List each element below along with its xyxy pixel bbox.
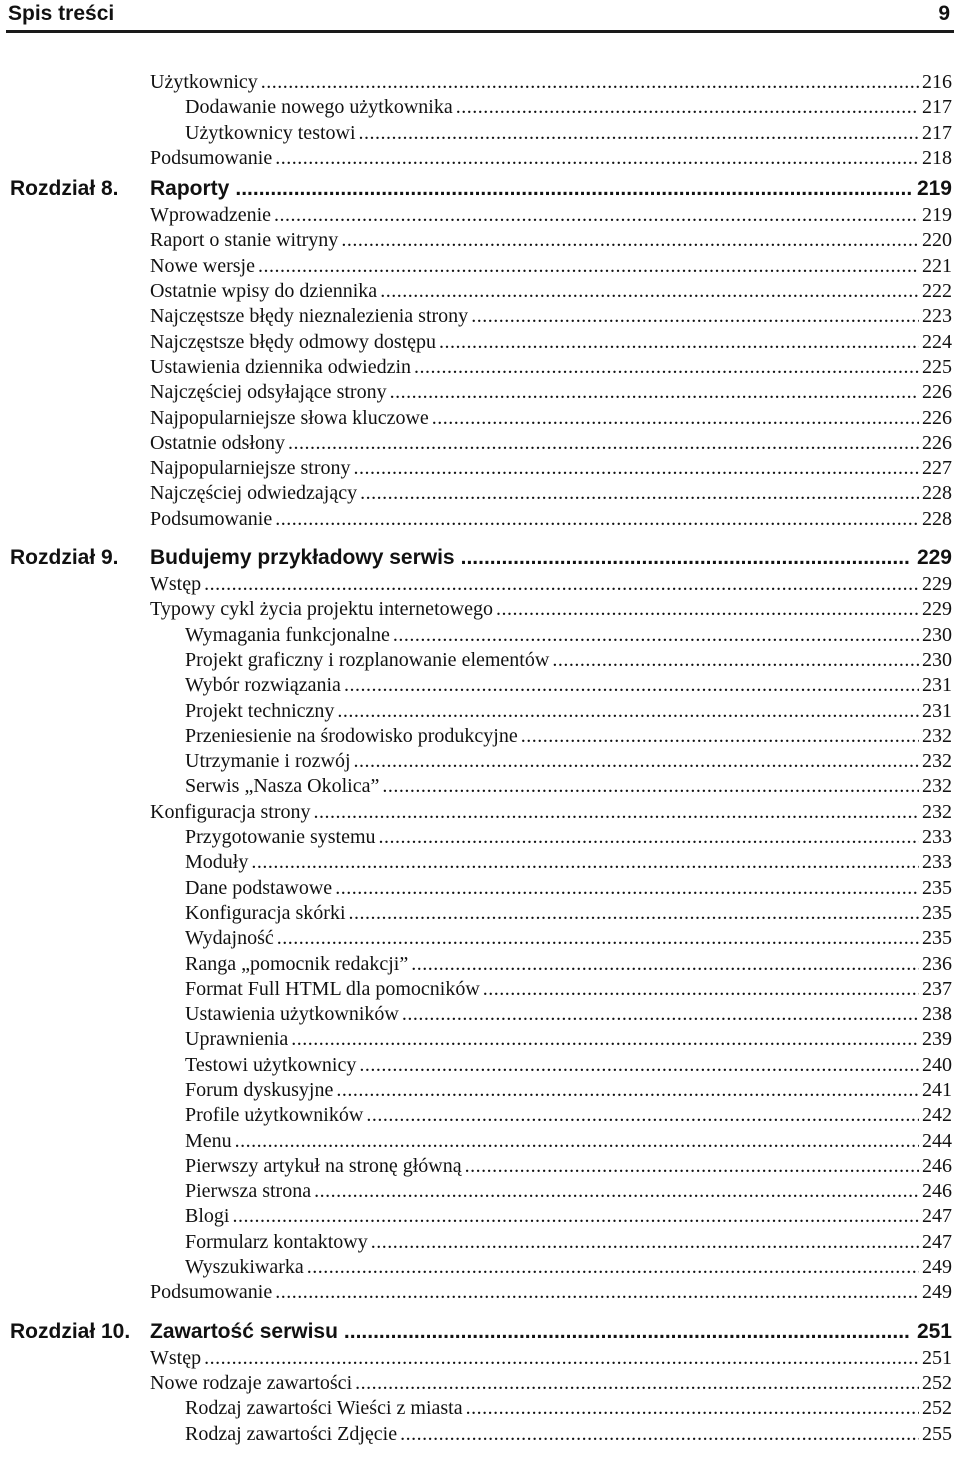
dot-leader: [411, 952, 919, 977]
dot-leader: [341, 228, 919, 253]
toc-entry-title: Formularz kontaktowy: [185, 1230, 368, 1253]
toc-entry-title: Wyszukiwarka: [185, 1256, 304, 1279]
toc-entry-page: 232: [922, 800, 952, 823]
toc-entry-page: 240: [922, 1053, 952, 1076]
toc-entry-page: 222: [922, 280, 952, 303]
toc-entry: [0, 146, 960, 171]
toc-entry: [0, 279, 960, 304]
dot-leader: [291, 1027, 919, 1052]
chapter-heading: [0, 175, 960, 203]
toc-entry: [0, 95, 960, 120]
dot-leader: [354, 456, 920, 481]
toc-entry-page: 228: [922, 507, 952, 530]
dot-leader: [521, 724, 919, 749]
dot-leader: [277, 926, 919, 951]
toc-entry-page: 230: [922, 648, 952, 671]
toc-entry-title: Dane podstawowe: [185, 876, 333, 899]
toc-entry-page: 228: [922, 482, 952, 505]
toc-entry-page: 224: [922, 330, 952, 353]
toc-entry-page: 216: [922, 71, 952, 93]
toc-entry-title: Ostatnie wpisy do dziennika: [150, 280, 378, 303]
toc-entry: [0, 406, 960, 431]
toc-entry-title: Serwis „Nasza Okolica”: [185, 775, 380, 798]
toc-entry: [0, 800, 960, 825]
toc-entry-page: 218: [922, 146, 952, 169]
chapter-page: 251: [916, 1319, 952, 1343]
toc-entry-title: Najczęściej odwiedzający: [150, 482, 358, 505]
toc-entry-page: 233: [922, 851, 952, 874]
chapter-heading: [0, 544, 960, 572]
dot-leader: [382, 774, 919, 799]
dot-leader: [393, 623, 919, 648]
toc-entry-title: Wprowadzenie: [150, 204, 272, 227]
toc-entry-title: Wybór rozwiązania: [185, 674, 341, 697]
dot-leader: [360, 481, 919, 506]
toc-entry: [0, 850, 960, 875]
dot-leader: [261, 70, 919, 95]
toc-entry-page: 237: [922, 977, 952, 1000]
toc-entry-page: 239: [922, 1028, 952, 1051]
toc-entry-page: 235: [922, 901, 952, 924]
dot-leader: [366, 1103, 919, 1128]
dot-leader: [432, 406, 919, 431]
dot-leader: [371, 1230, 919, 1255]
toc-entry-page: 236: [922, 952, 952, 975]
toc-entry: [0, 774, 960, 799]
dot-leader: [344, 1318, 911, 1346]
toc-entry-title: Raport o stanie witryny: [150, 229, 339, 252]
toc-entry-title: Nowe rodzaje zawartości: [150, 1371, 353, 1394]
toc-entry: [0, 1396, 960, 1421]
toc-entry: [0, 1053, 960, 1078]
dot-leader: [314, 800, 919, 825]
toc-entry-title: Uprawnienia: [185, 1028, 289, 1051]
dot-leader: [335, 876, 919, 901]
toc-entry-page: 252: [922, 1397, 952, 1420]
toc-entry: [0, 623, 960, 648]
toc-entry-title: Najpopularniejsze strony: [150, 457, 351, 480]
toc-entry-title: Najczęściej odsyłające strony: [150, 381, 387, 404]
dot-leader: [307, 1255, 919, 1280]
toc-entry: [0, 876, 960, 901]
toc-entry-title: Ostatnie odsłony: [150, 431, 285, 454]
toc-entry: [0, 597, 960, 622]
chapter-label: Rozdział 10.: [10, 1319, 131, 1343]
toc-entry-page: 247: [922, 1205, 952, 1228]
dot-leader: [439, 330, 919, 355]
toc-entry-page: 242: [922, 1104, 952, 1127]
toc-entry-page: 225: [922, 355, 952, 378]
dot-leader: [204, 1346, 919, 1371]
toc-entry: [0, 1422, 960, 1447]
toc-entry-title: Forum dyskusyjne: [185, 1078, 334, 1101]
toc-entry-page: 227: [922, 457, 952, 480]
dot-leader: [354, 749, 920, 774]
toc-entry-page: 232: [922, 724, 952, 747]
dot-leader: [288, 431, 919, 456]
toc-entry-title: Menu: [185, 1129, 232, 1152]
toc-entry: [0, 1280, 960, 1305]
dot-leader: [204, 572, 919, 597]
toc-entry-page: 230: [922, 623, 952, 646]
toc-entry-title: Podsumowanie: [150, 146, 273, 169]
toc-entry-page: 235: [922, 876, 952, 899]
toc-entry: [0, 481, 960, 506]
toc-entry: [0, 203, 960, 228]
dot-leader: [496, 597, 919, 622]
toc-entry-page: 229: [922, 573, 952, 596]
table-of-contents: [0, 70, 960, 1447]
toc-entry: [0, 1078, 960, 1103]
dot-leader: [314, 1179, 919, 1204]
toc-entry-title: Konfiguracja strony: [150, 800, 311, 823]
toc-entry: [0, 952, 960, 977]
toc-entry: [0, 507, 960, 532]
toc-entry: [0, 1154, 960, 1179]
toc-entry: [0, 901, 960, 926]
toc-entry-title: Najczęstsze błędy odmowy dostępu: [150, 330, 437, 353]
toc-entry-title: Przeniesienie na środowisko produkcyjne: [185, 724, 518, 747]
toc-entry-title: Wstęp: [150, 573, 202, 596]
toc-entry-page: 249: [922, 1281, 952, 1304]
dot-leader: [251, 850, 919, 875]
toc-entry-page: 244: [922, 1129, 952, 1152]
chapter-page: 219: [916, 177, 952, 201]
dot-leader: [336, 1078, 919, 1103]
toc-entry-page: 231: [922, 699, 952, 722]
dot-leader: [235, 175, 911, 203]
chapter-label: Rozdział 9.: [10, 546, 119, 570]
toc-entry-title: Najczęstsze błędy nieznalezienia strony: [150, 305, 469, 328]
toc-entry-page: 251: [922, 1346, 952, 1369]
toc-entry-title: Nowe wersje: [150, 254, 255, 277]
dot-leader: [402, 1002, 919, 1027]
dot-leader: [414, 355, 919, 380]
toc-entry-page: 229: [922, 598, 952, 621]
toc-entry-page: 233: [922, 826, 952, 849]
toc-entry-page: 226: [922, 431, 952, 454]
toc-entry-title: Pierwsza strona: [185, 1180, 312, 1203]
dot-leader: [344, 673, 919, 698]
toc-entry: [0, 1179, 960, 1204]
dot-leader: [359, 1053, 919, 1078]
toc-entry-title: Moduły: [185, 851, 249, 874]
toc-entry-page: 226: [922, 381, 952, 404]
toc-entry-title: Dodawanie nowego użytkownika: [185, 96, 453, 119]
dot-leader: [355, 1371, 919, 1396]
toc-entry: [0, 1371, 960, 1396]
chapter-page: 229: [916, 546, 952, 570]
dot-leader: [471, 304, 919, 329]
toc-entry-title: Profile użytkowników: [185, 1104, 364, 1127]
toc-entry: [0, 228, 960, 253]
toc-entry-title: Wymagania funkcjonalne: [185, 623, 390, 646]
toc-entry-title: Rodzaj zawartości Zdjęcie: [185, 1422, 398, 1445]
toc-entry-page: 217: [922, 96, 952, 119]
toc-entry-page: 223: [922, 305, 952, 328]
toc-entry-title: Użytkownicy testowi: [185, 121, 356, 144]
header-page-number: 9: [938, 2, 950, 25]
toc-entry-title: Rodzaj zawartości Wieści z miasta: [185, 1397, 463, 1420]
toc-entry: [0, 380, 960, 405]
toc-entry-title: Podsumowanie: [150, 1281, 273, 1304]
toc-entry-page: 255: [922, 1422, 952, 1445]
toc-entry: [0, 355, 960, 380]
toc-entry-title: Utrzymanie i rozwój: [185, 750, 351, 773]
dot-leader: [465, 1154, 919, 1179]
toc-entry: [0, 825, 960, 850]
running-header: [6, 0, 954, 33]
dot-leader: [400, 1422, 919, 1447]
toc-entry: [0, 1027, 960, 1052]
toc-entry-page: 217: [922, 121, 952, 144]
chapter-title: Zawartość serwisu: [150, 1319, 338, 1343]
chapter-label: Rozdział 8.: [10, 177, 119, 201]
toc-entry-title: Konfiguracja skórki: [185, 901, 346, 924]
toc-entry-page: 226: [922, 406, 952, 429]
toc-entry-page: 232: [922, 775, 952, 798]
toc-entry-title: Ustawienia dziennika odwiedzin: [150, 355, 412, 378]
dot-leader: [456, 95, 919, 120]
toc-entry: [0, 673, 960, 698]
toc-entry-title: Pierwszy artykuł na stronę główną: [185, 1154, 462, 1177]
dot-leader: [349, 901, 919, 926]
toc-entry: [0, 1129, 960, 1154]
toc-entry-page: 232: [922, 750, 952, 773]
toc-entry-page: 247: [922, 1230, 952, 1253]
dot-leader: [235, 1129, 919, 1154]
toc-entry-page: 249: [922, 1256, 952, 1279]
toc-entry: [0, 749, 960, 774]
dot-leader: [258, 254, 919, 279]
toc-entry: [0, 1002, 960, 1027]
toc-entry: [0, 648, 960, 673]
toc-entry-title: Przygotowanie systemu: [185, 826, 376, 849]
chapter-title: Budujemy przykładowy serwis: [150, 546, 455, 570]
dot-leader: [275, 1280, 919, 1305]
toc-entry-title: Projekt graficzny i rozplanowanie elementów: [185, 648, 550, 671]
dot-leader: [552, 648, 919, 673]
chapter-heading: [0, 1318, 960, 1346]
toc-entry-title: Najpopularniejsze słowa kluczowe: [150, 406, 429, 429]
toc-entry: [0, 1255, 960, 1280]
toc-entry-page: 221: [922, 254, 952, 277]
toc-entry: [0, 572, 960, 597]
toc-entry-page: 246: [922, 1154, 952, 1177]
dot-leader: [379, 825, 919, 850]
toc-entry: [0, 724, 960, 749]
dot-leader: [275, 146, 919, 171]
chapter-title: Raporty: [150, 177, 230, 201]
toc-entry-page: 252: [922, 1371, 952, 1394]
toc-entry-title: Typowy cykl życia projektu internetowego: [150, 598, 493, 621]
toc-entry-title: Blogi: [185, 1205, 230, 1228]
toc-entry: [0, 699, 960, 724]
toc-entry-page: 219: [922, 204, 952, 227]
toc-entry-title: Podsumowanie: [150, 507, 273, 530]
dot-leader: [380, 279, 919, 304]
toc-entry: [0, 1346, 960, 1371]
dot-leader: [359, 121, 919, 146]
dot-leader: [232, 1204, 919, 1229]
toc-entry-page: 241: [922, 1078, 952, 1101]
toc-entry: [0, 456, 960, 481]
toc-entry-title: Wydajność: [185, 927, 274, 950]
toc-entry-page: 235: [922, 927, 952, 950]
dot-leader: [274, 203, 919, 228]
toc-entry: [0, 121, 960, 146]
toc-entry-title: Użytkownicy: [150, 71, 258, 93]
toc-entry-page: 220: [922, 229, 952, 252]
toc-entry: [0, 304, 960, 329]
toc-entry-page: 231: [922, 674, 952, 697]
toc-entry-title: Format Full HTML dla pomocników: [185, 977, 480, 1000]
toc-entry: [0, 977, 960, 1002]
toc-entry-title: Projekt techniczny: [185, 699, 335, 722]
toc-entry: [0, 1103, 960, 1128]
toc-entry-page: 238: [922, 1003, 952, 1026]
dot-leader: [275, 507, 919, 532]
toc-entry: [0, 330, 960, 355]
dot-leader: [337, 699, 919, 724]
dot-leader: [466, 1396, 919, 1421]
toc-entry: [0, 1204, 960, 1229]
dot-leader: [483, 977, 919, 1002]
toc-entry-title: Wstęp: [150, 1346, 202, 1369]
toc-entry: [0, 431, 960, 456]
toc-entry-title: Ustawienia użytkowników: [185, 1003, 399, 1026]
toc-entry: [0, 254, 960, 279]
toc-entry: [0, 70, 960, 95]
dot-leader: [390, 380, 919, 405]
toc-entry: [0, 926, 960, 951]
toc-entry-page: 246: [922, 1180, 952, 1203]
toc-entry-title: Testowi użytkownicy: [185, 1053, 357, 1076]
toc-entry: [0, 1230, 960, 1255]
dot-leader: [461, 544, 911, 572]
header-title: Spis treści: [8, 2, 115, 25]
toc-entry-title: Ranga „pomocnik redakcji”: [185, 952, 409, 975]
